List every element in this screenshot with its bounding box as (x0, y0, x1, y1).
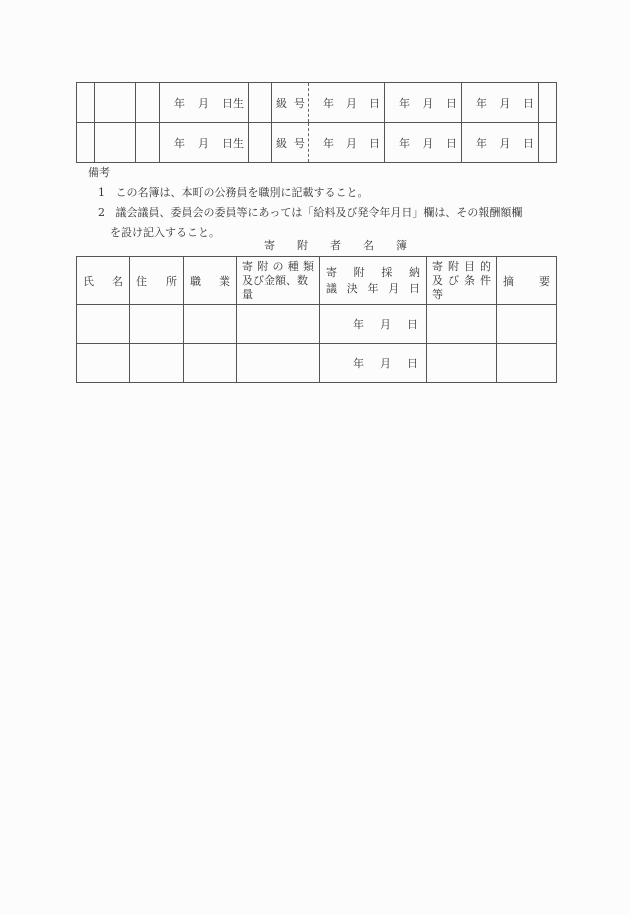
cell (427, 305, 497, 344)
table-row (77, 123, 557, 163)
cell (237, 305, 320, 344)
table-row (77, 83, 557, 123)
decision-date-cell: 年 月 日 (320, 305, 427, 344)
cell (130, 344, 184, 383)
header-decision-date: 寄 附 採 納 議 決 年 月 日 (320, 257, 427, 305)
cell (497, 344, 557, 383)
header-occupation: 職 業 (184, 257, 237, 305)
date-cell: 年 月 日 (462, 123, 539, 163)
decision-date-cell: 年 月 日 (320, 344, 427, 383)
table-row (77, 344, 557, 383)
header-row (77, 257, 557, 305)
cell (249, 83, 272, 123)
remarks-title: 備考 (88, 166, 110, 179)
grade-cell: 級 号 (272, 123, 309, 163)
birthdate-cell: 年 月 日生 (160, 83, 249, 123)
cell (184, 305, 237, 344)
cell (427, 344, 497, 383)
date-cell: 年 月 日 (309, 83, 385, 123)
cell (77, 344, 130, 383)
cell (497, 305, 557, 344)
cell (184, 344, 237, 383)
remark-continuation: を設け記入すること。 (110, 226, 220, 239)
cell (95, 123, 136, 163)
header-name: 氏 名 (77, 257, 130, 305)
cell (77, 83, 95, 123)
table-row (77, 305, 557, 344)
cell (249, 123, 272, 163)
remark-item: 1 この名簿は、本町の公務員を職別に記載すること。 (98, 186, 369, 199)
cell (237, 344, 320, 383)
cell (95, 83, 136, 123)
cell (539, 83, 557, 123)
remark-item: 2 議会議員、委員会の委員等にあっては「給料及び発令年月日」欄は、その報酬額欄 (98, 206, 523, 219)
header-kind-amount: 寄 附 の 種 類 及び金額、数 量 (237, 257, 320, 305)
date-cell: 年 月 日 (309, 123, 385, 163)
staff-register-table (76, 82, 557, 163)
header-summary: 摘 要 (497, 257, 557, 305)
cell (136, 123, 160, 163)
date-cell: 年 月 日 (462, 83, 539, 123)
cell (136, 83, 160, 123)
cell (539, 123, 557, 163)
date-cell: 年 月 日 (385, 83, 462, 123)
header-address: 住 所 (130, 257, 184, 305)
header-purpose-conditions: 寄 附 目 的 及 び 条 件 等 (427, 257, 497, 305)
cell (77, 305, 130, 344)
remarks-section (88, 163, 522, 243)
cell (77, 123, 95, 163)
date-cell: 年 月 日 (385, 123, 462, 163)
grade-cell: 級 号 (272, 83, 309, 123)
birthdate-cell: 年 月 日生 (160, 123, 249, 163)
donor-register-title: 寄 附 者 名 簿 (264, 239, 407, 252)
cell (130, 305, 184, 344)
donor-register-table (76, 256, 557, 383)
